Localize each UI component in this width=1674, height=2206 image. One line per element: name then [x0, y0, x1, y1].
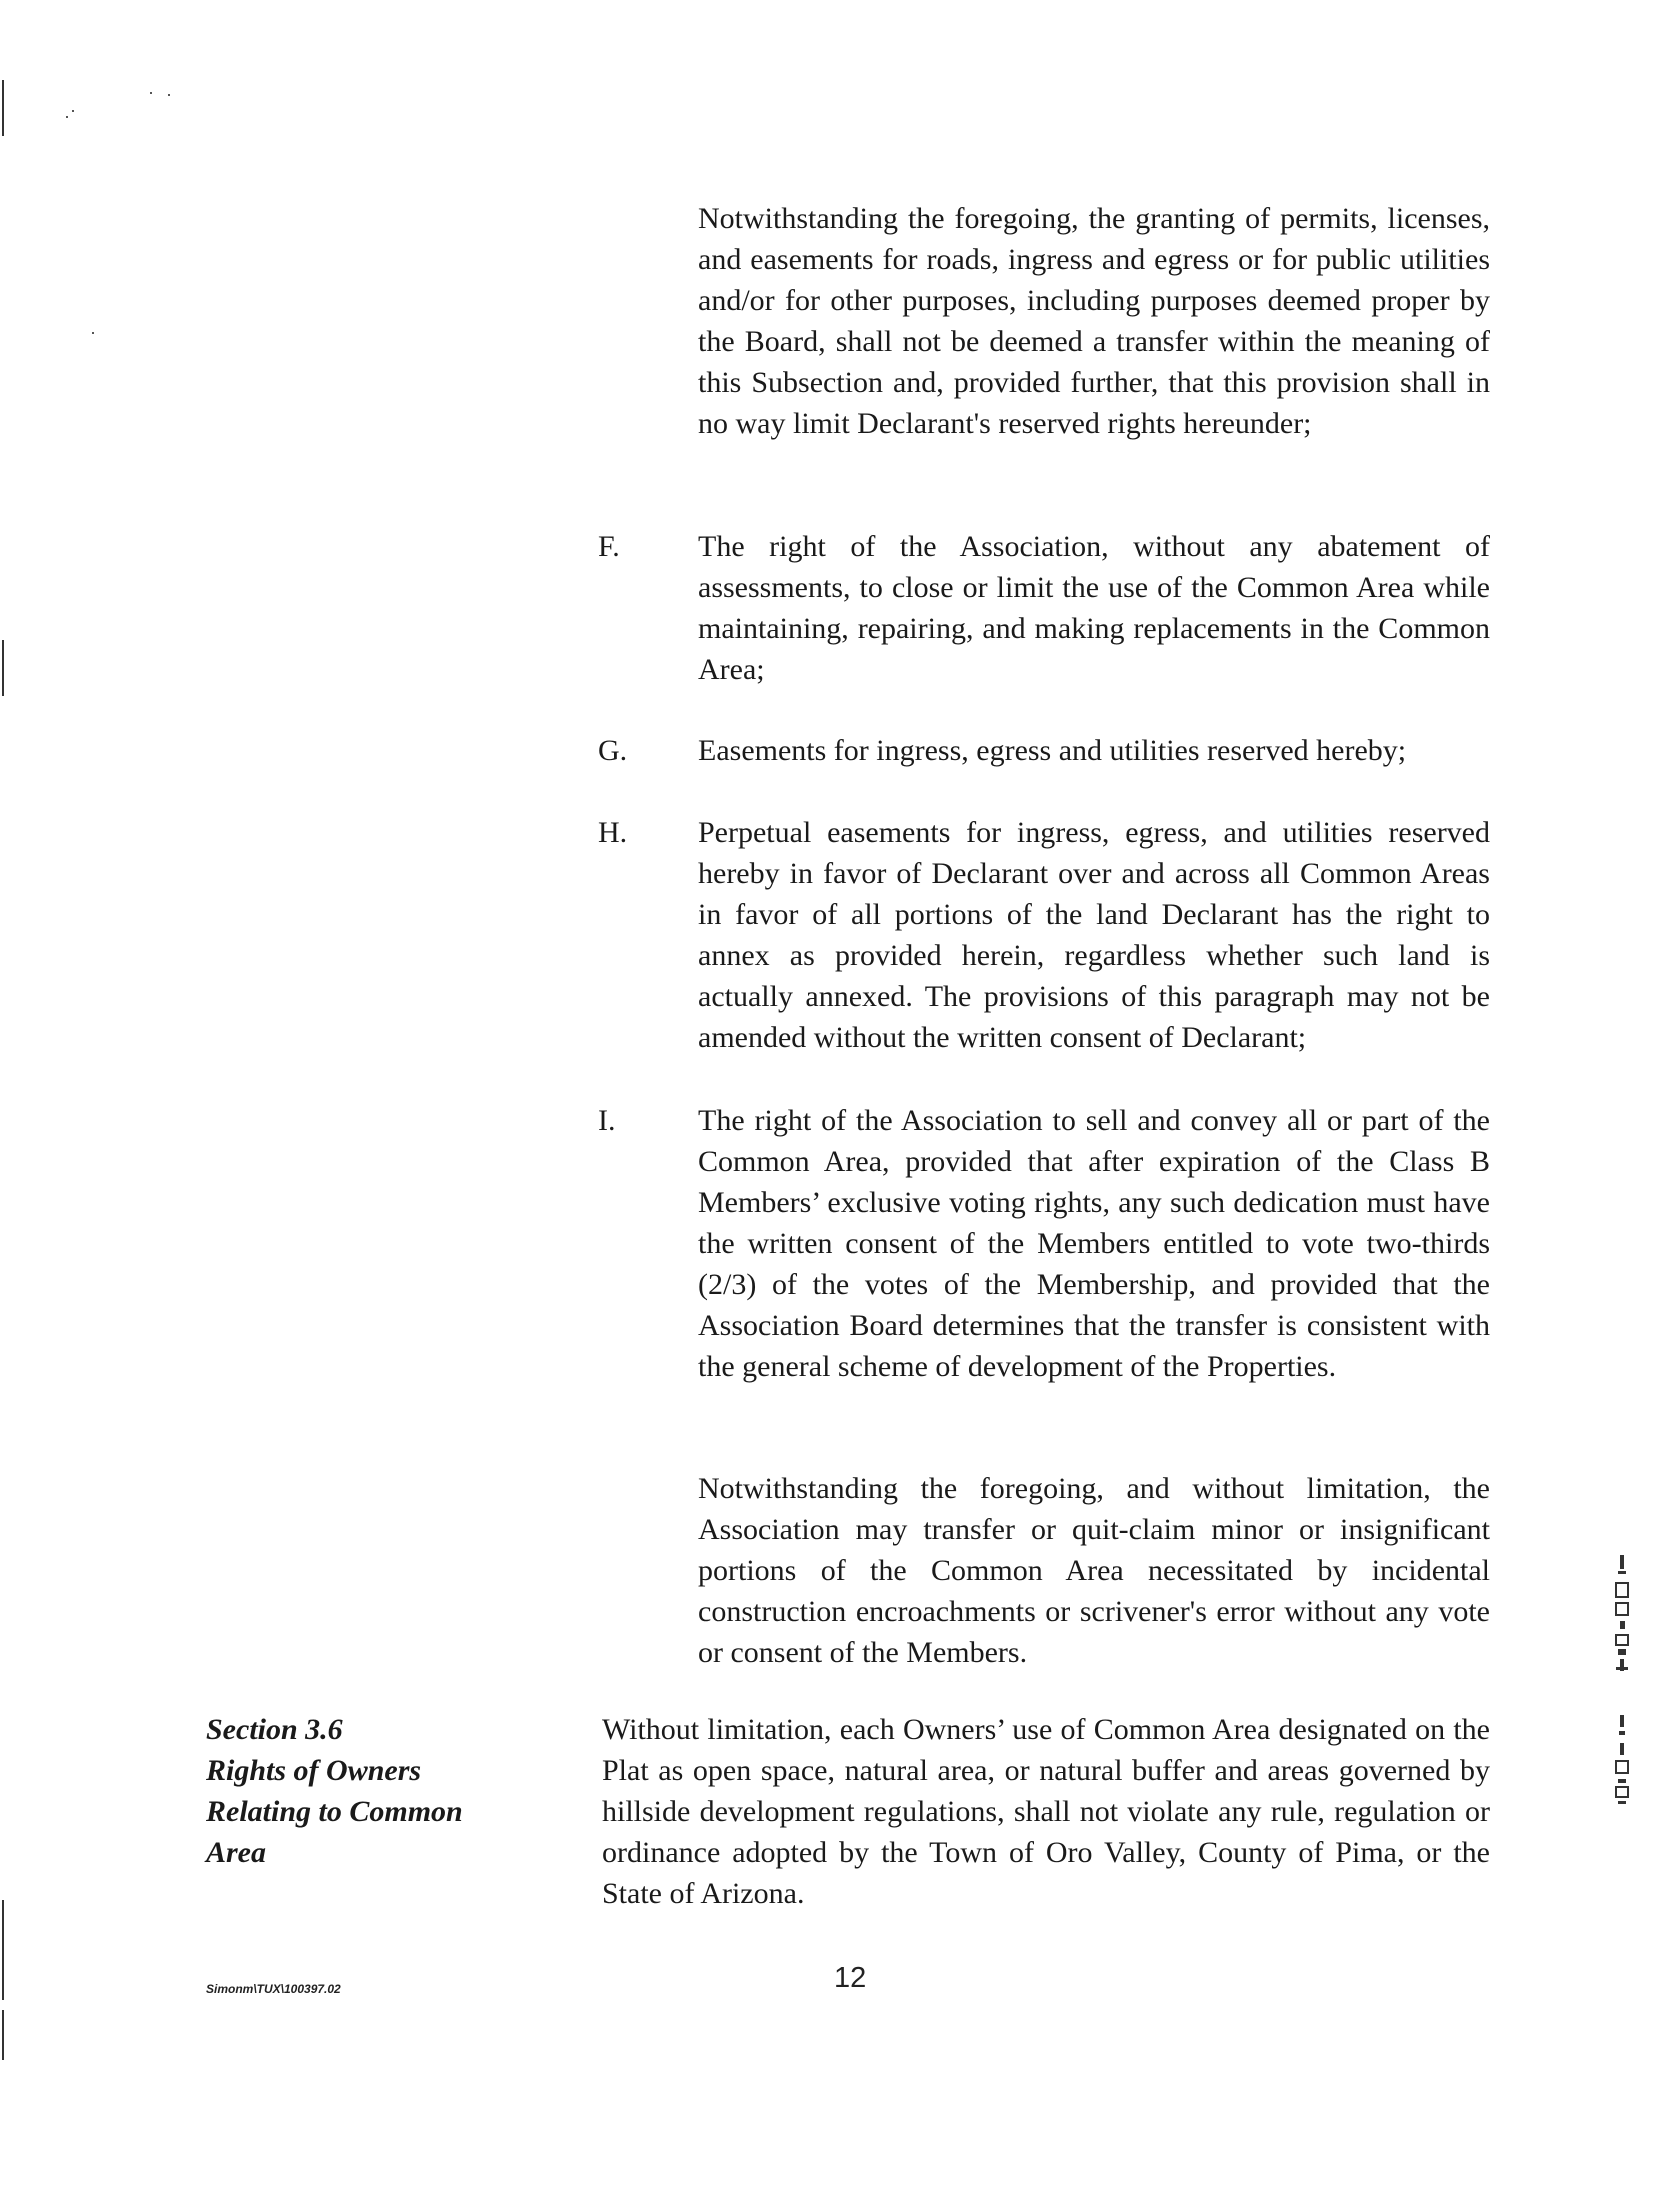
- item-text-f: The right of the Association, without any abatement of assessments, to close or limit the use of the Common Area while maintaining, repairing, and making replacements in the Common Area;: [698, 530, 1490, 686]
- item-i-followup-paragraph: Notwithstanding the foregoing, and without limitation, the Association may transfer or quit-claim minor or insignificant portions of the Common Area necessitated by incidental construction encroachments or scrivener's error without any vote or consent of the Members.: [698, 1472, 1490, 1669]
- intro-paragraph: Notwithstanding the foregoing, the granting of permits, licenses, and easements for roads, ingress and egress or for public utilities and/or for other purposes, including purposes deemed proper by the Board, shall not be deemed a transfer within the meaning of this Subsection and, provided further, that this provision shall in no way limit Declarant's reserved rights hereunder;: [698, 202, 1490, 440]
- scan-edge-mark: [2, 640, 4, 696]
- page-number: 12: [834, 1962, 867, 1994]
- section-body: Without limitation, each Owners’ use of Common Area designated on the Plat as open space, natural area, or natural buffer and areas governed by hillside development regulations, shall not violate any rule, regulation or ordinance adopted by the Town of Oro Valley, County of Pima, or the State of Arizona.: [602, 1713, 1490, 1910]
- section-number: Section 3.6: [206, 1713, 343, 1746]
- section-title-line: Area: [206, 1836, 266, 1869]
- item-text-i: The right of the Association to sell and convey all or part of the Common Area, provided that after expiration of the Class B Members’ exclusive voting rights, any such dedication must have the written consent of the Members entitled to vote two-thirds (2/3) of the votes of the Membership, and provided that the Association Board determines that the transfer is consistent with the general scheme of development of the Properties.: [698, 1104, 1490, 1383]
- scan-speck: [72, 110, 74, 112]
- scan-edge-mark: [2, 1900, 4, 2000]
- scan-speck: [168, 94, 170, 96]
- scan-edge-mark: [2, 80, 4, 136]
- item-letter-i: I.: [598, 1104, 616, 1137]
- scan-edge-mark: [2, 2010, 4, 2060]
- item-letter-g: G.: [598, 734, 628, 767]
- scan-speck: [92, 332, 94, 334]
- item-letter-f: F.: [598, 530, 620, 563]
- scan-speck: [66, 116, 68, 118]
- item-text-h: Perpetual easements for ingress, egress, and utilities reserved hereby in favor of Declarant over and across all Common Areas in favor of all portions of the land Declarant has the right to annex as provided herein, regardless whether such land is actually annexed. The provisions of this paragraph may not be amended without the written consent of Declarant;: [698, 816, 1490, 1054]
- recording-stamp-marks: [1604, 1555, 1644, 1915]
- section-title-line: Relating to Common: [206, 1795, 463, 1828]
- document-id: Simonm\TUX\100397.02: [206, 1982, 341, 1996]
- section-title-line: Rights of Owners: [206, 1754, 422, 1787]
- section-heading: [206, 1709, 516, 1873]
- item-text-g: Easements for ingress, egress and utilities reserved hereby;: [698, 734, 1407, 767]
- scan-speck: [150, 92, 152, 94]
- item-letter-h: H.: [598, 816, 628, 849]
